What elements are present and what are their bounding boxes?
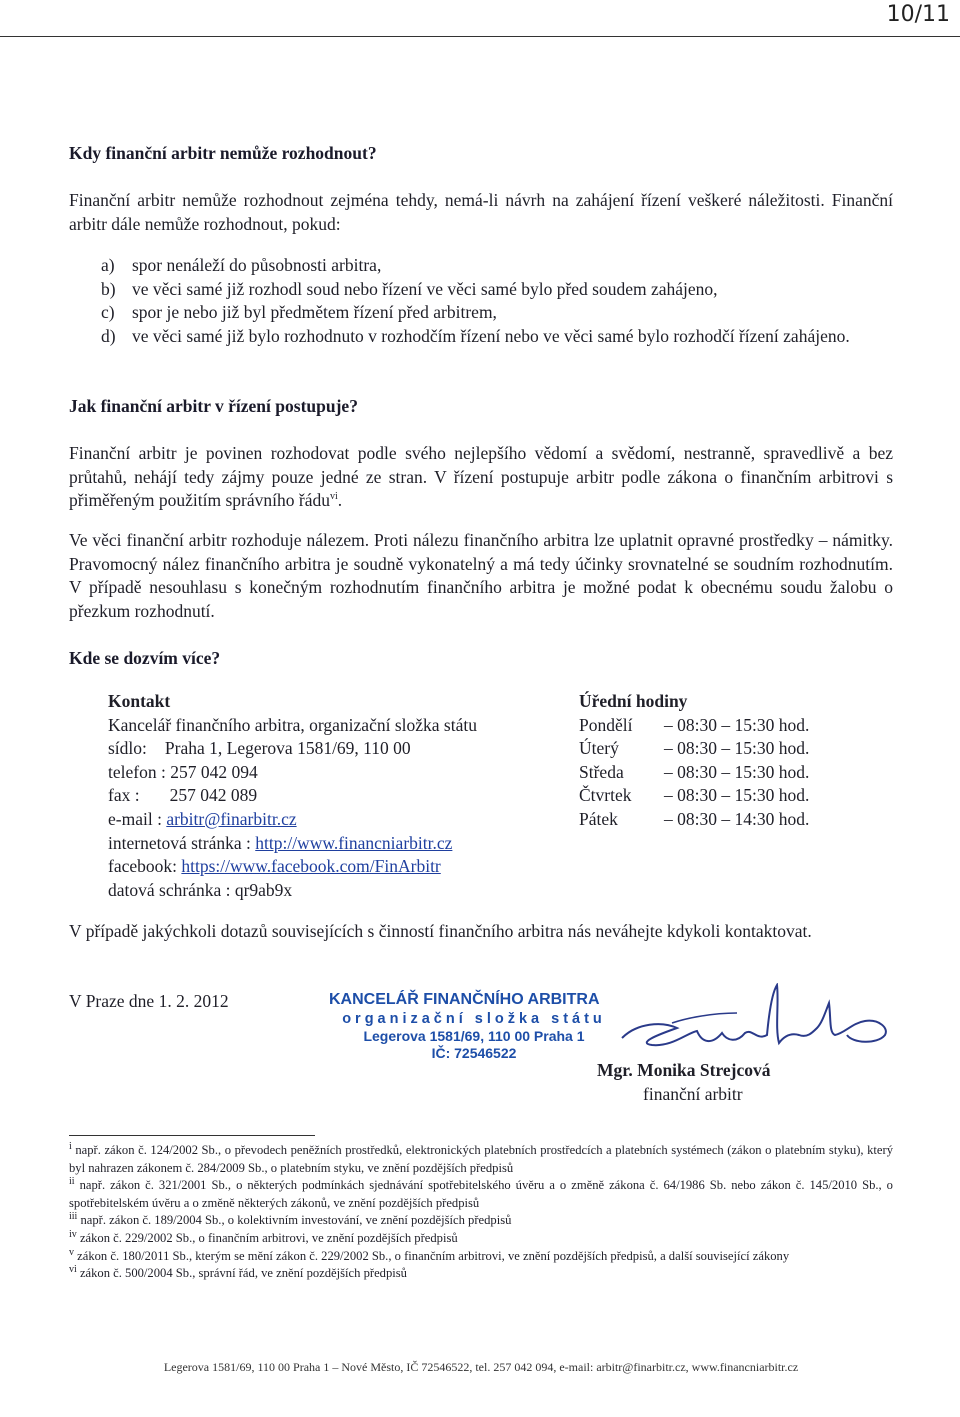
office-hours-row: Pondělí – 08:30 – 15:30 hod. [579, 714, 810, 735]
footnotes [69, 1142, 893, 1283]
section-title-more-info: Kde se dozvím více? [69, 648, 221, 668]
footnote: $^{vi}$ zákon č. 500/2004 Sb., správní řád, ve znění pozdějších předpisů [69, 1263, 407, 1281]
contact-phone: telefon : 257 042 094 [108, 761, 258, 782]
signatory-name: Mgr. Monika Strejcová [597, 1060, 771, 1080]
contact-block [108, 690, 568, 902]
list-item: d) ve věci samé již bylo rozhodnuto v rozhodčím řízení nebo ve věci samé bylo rozhodčí řízení zahájeno. [101, 325, 850, 346]
footnote: $^{ii}$ např. zákon č. 321/2001 Sb., o některých podmínkách sjednávání spotřebitelského úvěru a o změně zákona č. 64/1986 Sb. nebo zákon č. 145/2010 Sb., o spotřebitelském úvěru a o změně některých zákonů, ve znění pozdějších předpisů [69, 1176, 893, 1210]
list-item: a) spor nenáleží do působnosti arbitra, [101, 255, 382, 275]
section-paragraph: Ve věci finanční arbitr rozhoduje nálezem. Proti nálezu finančního arbitra lze uplatnit opravné prostředky – námitky. Pravomocný nález finančního arbitra je soudně vykonatelný a má tedy účinky srovnatelné se soudním rozhodnutím. V případě nesouhlasu s konečným rozhodnutím finančního arbitra je možné podat k obecnému soudu žalobu o přezkum rozhodnutí. [69, 530, 893, 621]
website-link[interactable]: http://www.financniarbitr.cz [255, 832, 453, 853]
contact-heading: Kontakt [108, 691, 171, 711]
list-item: c) spor je nebo již byl předmětem řízení před arbitrem, [101, 302, 497, 322]
section-title-procedure: Jak finanční arbitr v řízení postupuje? [69, 396, 358, 416]
office-hours-row: Pátek – 08:30 – 14:30 hod. [579, 808, 810, 829]
contact-databox: datová schránka : qr9ab9x [108, 879, 293, 900]
footnote: $^v$ zákon č. 180/2011 Sb., kterým se mění zákon č. 229/2002 Sb., o finančním arbitrovi, ve znění pozdějších předpisů, a další související zákony [69, 1246, 790, 1263]
page-header [0, 0, 960, 37]
office-hours-row: Čtvrtek – 08:30 – 15:30 hod. [579, 785, 810, 806]
date-line: V Praze dne 1. 2. 2012 [69, 991, 229, 1011]
page-number: 10/11 [886, 2, 950, 27]
office-hours-row: Úterý – 08:30 – 15:30 hod. [579, 738, 810, 759]
footnote: $^{iii}$ např. zákon č. 189/2004 Sb., o kolektivním investování, ve znění pozdějších předpisů [69, 1211, 512, 1228]
office-hours-row: Středa – 08:30 – 15:30 hod. [579, 761, 810, 782]
footnote: $^{iv}$ zákon č. 229/2002 Sb., o finančním arbitrovi, ve znění pozdějších předpisů [69, 1228, 458, 1245]
contact-org: Kancelář finančního arbitra, organizační složka státu [108, 714, 477, 735]
contact-facebook: facebook: https://www.facebook.com/FinArbitr [108, 856, 441, 877]
office-hours-heading: Úřední hodiny [579, 691, 688, 711]
conditions-list [69, 254, 893, 348]
footnote: $^i$ např. zákon č. 124/2002 Sb., o převodech peněžních prostředků, elektronických platebních prostředcích a platebních systémech (zákon o platebním styku), který byl nahrazen zákonem č. 284/2009 Sb., o platebním styku, ve znění pozdějších předpisů [69, 1140, 893, 1175]
list-item: b) ve věci samé již rozhodl soud nebo řízení ve věci samé bylo před soudem zahájeno, [101, 278, 718, 299]
footnote-divider [69, 1135, 315, 1136]
office-hours-block [579, 690, 879, 832]
contact-email: e-mail : arbitr@finarbitr.cz [108, 808, 297, 829]
contact-seat: sídlo: Praha 1, Legerova 1581/69, 110 00 [108, 738, 411, 759]
signatory-title: finanční arbitr [643, 1084, 743, 1104]
email-link[interactable]: arbitr@finarbitr.cz [166, 808, 297, 829]
section-paragraph: Finanční arbitr nemůže rozhodnout zejména tehdy, nemá-li návrh na zahájení řízení veškeré náležitosti. Finanční arbitr dále nemůže rozhodnout, pokud: [69, 190, 893, 234]
contact-fax: fax : 257 042 089 [108, 785, 258, 806]
section-title-cannot-decide: Kdy finanční arbitr nemůže rozhodnout? [69, 143, 377, 163]
section-paragraph: Finanční arbitr je povinen rozhodovat podle svého nejlepšího vědomí a svědomí, nestranně, spravedlivě a bez průtahů, nehájí tedy zájmy pouze jedné ze stran. V řízení postupuje arbitr podle zákona o finančním arbitrovi s přiměřeným použitím správního řádu$^{vi}$. [69, 443, 893, 510]
closing-paragraph: V případě jakýchkoli dotazů souvisejících s činností finančního arbitra nás neváhejte kdykoli kontaktovat. [69, 921, 812, 941]
contact-web: internetová stránka : http://www.financniarbitr.cz [108, 832, 453, 853]
page-footer: Legerova 1581/69, 110 00 Praha 1 – Nové Město, IČ 72546522, tel. 257 042 094, e-mail: arbitr@finarbitr.cz, www.financniarbitr.cz [163, 1360, 799, 1374]
official-stamp: KANCELÁŘ FINANČNÍHO ARBITRA organizační složka státu Legerova 1581/69, 110 00 Praha 1 IČ: 72546522 [329, 991, 606, 1061]
facebook-link[interactable]: https://www.facebook.com/FinArbitr [181, 856, 441, 877]
